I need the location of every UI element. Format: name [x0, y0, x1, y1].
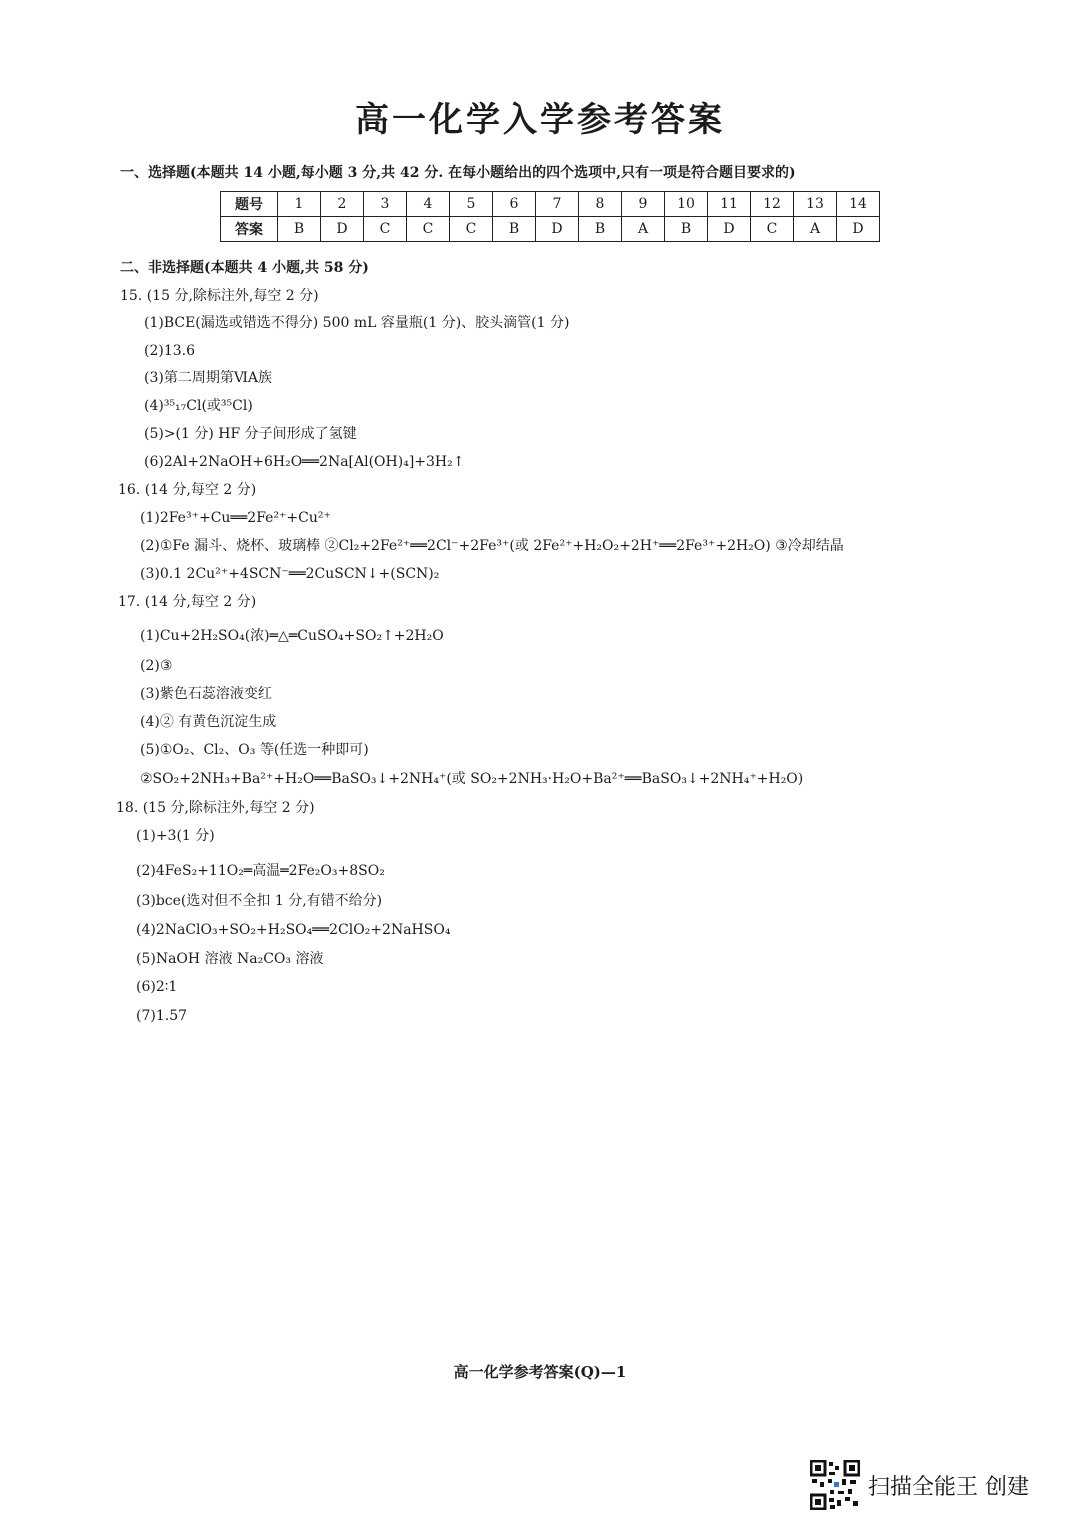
row-label-answer: 答案	[221, 217, 278, 242]
answer-line: (6)2Al+2NaOH+6H₂O══2Na[Al(OH)₄]+3H₂↑	[144, 454, 465, 470]
table-cell: 5	[450, 192, 493, 217]
table-cell: 14	[837, 192, 880, 217]
table-cell: 11	[708, 192, 751, 217]
table-cell: 1	[278, 192, 321, 217]
table-cell: 8	[579, 192, 622, 217]
answer-line: (3)bce(选对但不全扣 1 分,有错不给分)	[136, 893, 383, 909]
answer-table	[220, 191, 880, 242]
answer-line: ②SO₂+2NH₃+Ba²⁺+H₂O══BaSO₃↓+2NH₄⁺(或 SO₂+2NH₃·H₂O+Ba²⁺══BaSO₃↓+2NH₄⁺+H₂O)	[140, 771, 804, 787]
table-cell: D	[321, 217, 364, 242]
qr-code-icon	[810, 1460, 860, 1510]
scanner-brand-watermark: 扫描全能王 创建	[868, 1475, 1029, 1500]
answer-line: (1)2Fe³⁺+Cu══2Fe²⁺+Cu²⁺	[140, 510, 331, 526]
page-footer: 高一化学参考答案(Q)—1	[453, 1363, 627, 1381]
answer-line: (4)³⁵₁₇Cl(或³⁵Cl)	[144, 398, 253, 414]
table-cell: 13	[794, 192, 837, 217]
row-label-question: 题号	[221, 192, 278, 217]
table-cell: B	[493, 217, 536, 242]
answer-line: (1)Cu+2H₂SO₄(浓)═△═CuSO₄+SO₂↑+2H₂O	[140, 628, 444, 644]
table-cell: 10	[665, 192, 708, 217]
table-row-numbers	[221, 192, 880, 217]
table-cell: A	[794, 217, 837, 242]
answer-line: (3)紫色石蕊溶液变红	[140, 686, 272, 702]
answer-line: (6)2∶1	[136, 979, 178, 995]
table-cell: B	[579, 217, 622, 242]
table-cell: D	[536, 217, 579, 242]
section-2-heading: 二、非选择题(本题共 4 小题,共 58 分)	[120, 260, 369, 276]
answer-line: (5)>(1 分) HF 分子间形成了氢键	[144, 426, 357, 442]
q17-heading: 17. (14 分,每空 2 分)	[118, 594, 257, 610]
table-cell: D	[708, 217, 751, 242]
answer-line: (1)+3(1 分)	[136, 828, 215, 844]
table-cell: B	[278, 217, 321, 242]
table-cell: B	[665, 217, 708, 242]
table-cell: 3	[364, 192, 407, 217]
answer-line: (1)BCE(漏选或错选不得分) 500 mL 容量瓶(1 分)、胶头滴管(1 分)	[144, 315, 570, 331]
q15-heading: 15. (15 分,除标注外,每空 2 分)	[120, 288, 319, 304]
answer-line: (5)①O₂、Cl₂、O₃ 等(任选一种即可)	[140, 742, 369, 758]
table-cell: C	[450, 217, 493, 242]
table-cell: 9	[622, 192, 665, 217]
answer-line: (7)1.57	[136, 1008, 188, 1024]
table-cell: C	[407, 217, 450, 242]
q16-heading: 16. (14 分,每空 2 分)	[118, 482, 257, 498]
answer-line: (2)③	[140, 658, 173, 674]
answer-line: (2)①Fe 漏斗、烧杯、玻璃棒 ②Cl₂+2Fe²⁺══2Cl⁻+2Fe³⁺(或 2Fe²⁺+H₂O₂+2H⁺══2Fe³⁺+2H₂O) ③冷却结晶	[140, 538, 844, 554]
answer-line: (3)第二周期第ⅥA族	[144, 370, 273, 386]
answer-line: (3)0.1 2Cu²⁺+4SCN⁻══2CuSCN↓+(SCN)₂	[140, 566, 440, 582]
table-cell: C	[751, 217, 794, 242]
table-cell: 6	[493, 192, 536, 217]
answer-line: (2)13.6	[144, 343, 196, 359]
answer-line: (4)② 有黄色沉淀生成	[140, 714, 277, 730]
table-cell: A	[622, 217, 665, 242]
table-cell: 12	[751, 192, 794, 217]
table-cell: 4	[407, 192, 450, 217]
table-cell: D	[837, 217, 880, 242]
table-cell: C	[364, 217, 407, 242]
page-title: 高一化学入学参考答案	[355, 100, 725, 140]
table-cell: 2	[321, 192, 364, 217]
section-1-heading: 一、选择题(本题共 14 小题,每小题 3 分,共 42 分. 在每小题给出的四个选项中,只有一项是符合题目要求的)	[120, 165, 796, 181]
answer-line: (2)4FeS₂+11O₂═高温═2Fe₂O₃+8SO₂	[136, 863, 385, 879]
answer-line: (4)2NaClO₃+SO₂+H₂SO₄══2ClO₂+2NaHSO₄	[136, 922, 451, 938]
table-cell: 7	[536, 192, 579, 217]
q18-heading: 18. (15 分,除标注外,每空 2 分)	[116, 800, 315, 816]
answer-line: (5)NaOH 溶液 Na₂CO₃ 溶液	[136, 951, 324, 967]
table-row-answers	[221, 217, 880, 242]
